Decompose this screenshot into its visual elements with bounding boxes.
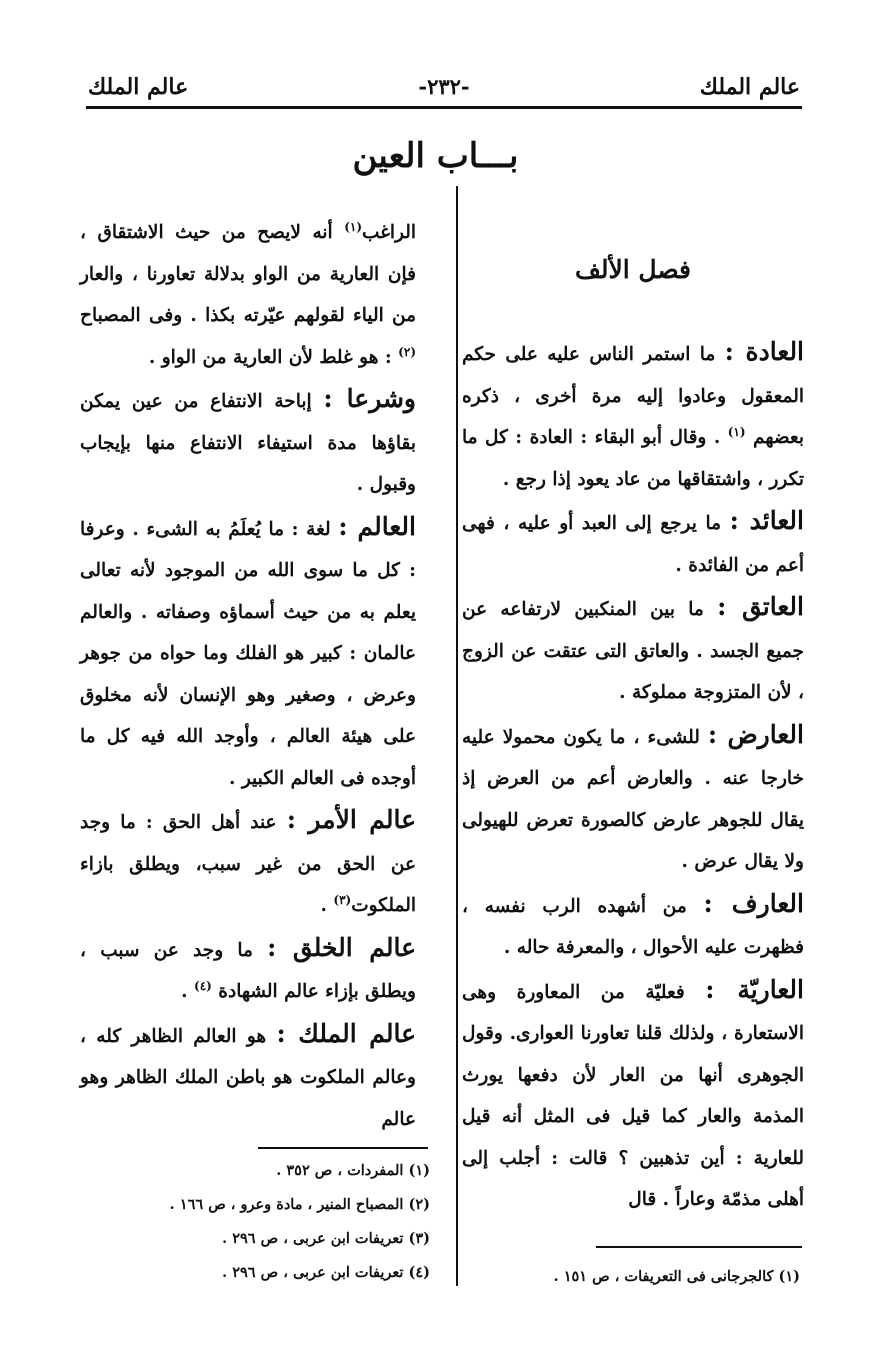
entry-aalam-alkhalq (80, 927, 416, 1013)
entry-text: إباحة الانتفاع من عين يمكن بقاؤها مدة استيفاء الانتفاع منها بإيجاب وقبول . (80, 391, 416, 495)
entry-text: عند أهل الحق : ما وجد عن الحق من غير سبب، ويطلق بازاء الملكوت (80, 812, 416, 916)
entry-aariya (462, 969, 804, 1221)
entry-aada (462, 331, 804, 500)
entry-text: : هو غلط لأن العارية من الواو . (148, 346, 399, 368)
entry-aalam (80, 506, 416, 800)
right-column (462, 249, 804, 1221)
footnotes-right (500, 1260, 800, 1294)
entry-term: عالم الخلق : (267, 932, 416, 962)
section-heading: فصل الألف (575, 255, 691, 284)
entry-term: العاتق : (717, 592, 804, 621)
entry-raghib-continuation (80, 212, 416, 378)
entry-term: العالم : (338, 511, 416, 541)
entry-aaid (462, 500, 804, 586)
left-column (80, 212, 416, 1140)
entry-term: عالم الأمر : (286, 805, 416, 834)
entry-text: لغة : ما يُعلَمُ به الشىء . وعرفا : كل ما سوى الله من الموجود لأنه تعالى يعلم به من حيث أسماؤه وصفاته . والعالم عالمان : كبير هو الفلك وما حواه من جوهر وعرض ، وصغير وهو الإنسان لأنه مخلوق على هيئة العالم ، وأوجد الله فيه كل ما أوجده فى العالم الكبير . (80, 518, 416, 789)
entry-text: . (320, 895, 334, 916)
entry-term: العادة : (724, 337, 805, 366)
entry-term: عالم الملك : (276, 1018, 416, 1048)
footnote-marker: (٤) (194, 978, 212, 993)
footnote: (٤) تعريفات ابن عربى ، ص ٢٩٦ . (222, 1264, 430, 1281)
entry-text: للشىء ، ما يكون محمولا عليه خارجا عنه . والعارض أعم من العرض إذ يقال للجوهر عارض كالصورة تعرض للهيولى ولا يقال عرض . (462, 726, 804, 872)
entry-text: ما استمر الناس عليه على حكم المعقول وعادوا إليه مرة أخرى ، ذكره بعضهم (462, 344, 804, 448)
footnote: (١) كالجرجانى فى التعريفات ، ص ١٥١ . (553, 1268, 800, 1285)
column-divider (456, 186, 458, 1286)
footnote-marker: (١) (344, 219, 363, 234)
entry-text: ما يرجع إلى العبد أو عليه ، فهى أعم من الفائدة . (462, 513, 804, 576)
running-head-right: عالم الملك (699, 74, 800, 100)
footnote-rule-right (596, 1246, 802, 1248)
footnote: (٣) تعريفات ابن عربى ، ص ٢٩٦ . (222, 1230, 430, 1247)
entry-aalam-alamr (80, 799, 416, 927)
entry-text: ما بين المنكبين لارتفاعه عن جميع الجسد . والعاتق التى عتقت عن الزوج ، لأن المتزوجة مملوكة . (462, 599, 804, 703)
entry-term: العائد : (729, 506, 804, 535)
entry-text: فعليّة من المعاورة وهى الاستعارة ، ولذلك قلنا تعاورنا العوارى. وقول الجوهرى أنها من العار لأن دفعها يورث المذمة والعار كما قيل فى المثل أنه قيل للعارية : أين تذهبين ؟ قالت : أجلب إلى أهلى مذمّة وعاراً . قال (462, 981, 804, 1210)
footnotes-left (150, 1154, 430, 1290)
entry-text: الراغب (362, 222, 416, 243)
entry-text: . (181, 981, 195, 1002)
entry-aarid (462, 714, 804, 883)
footnote-marker: (٣) (333, 892, 352, 907)
entry-text: ما وجد عن سبب ، ويطلق بإزاء عالم الشهادة (80, 939, 416, 1002)
entry-sharan (80, 378, 416, 506)
footnote-marker: (٢) (398, 344, 416, 359)
footnote: (١) المفردات ، ص ٣٥٢ . (276, 1162, 430, 1179)
entry-aarif (462, 883, 804, 969)
footnote-marker: (١) (727, 424, 746, 439)
entry-term: العارض : (707, 719, 804, 749)
entry-text: من أشهده الرب نفسه ، فظهرت عليه الأحوال ، والمعرفة حاله . (462, 895, 804, 958)
page-number: -٢٣٢- (418, 74, 470, 99)
footnote: (٢) المصباح المنير ، مادة وعرو ، ص ١٦٦ . (169, 1196, 430, 1213)
entry-aatiq (462, 586, 804, 714)
header-rule (86, 106, 802, 109)
entry-term: العارف : (703, 888, 804, 918)
running-head-left: عالم الملك (88, 74, 189, 100)
entry-text: هو العالم الظاهر كله ، وعالم الملكوت هو باطن الملك الظاهر وهو عالم (80, 1025, 416, 1130)
entry-term: وشرعا : (323, 384, 417, 413)
entry-aalam-almulk (80, 1013, 416, 1141)
entry-text: . وقال أبو البقاء : العادة : كل ما تكرر ، واشتقاقها من عاد يعود إذا رجع . (462, 427, 804, 490)
chapter-title: بـــاب العين (352, 136, 519, 176)
running-head (88, 74, 800, 104)
entry-term: العاريّة : (705, 974, 804, 1004)
entry-text: أنه لايصح من حيث الاشتقاق ، فإن العارية من الواو بدلالة تعاورنا ، والعار من الياء لقولهم عيّرته بكذا . وفى المصباح (80, 222, 416, 326)
footnote-rule-left (258, 1147, 428, 1149)
